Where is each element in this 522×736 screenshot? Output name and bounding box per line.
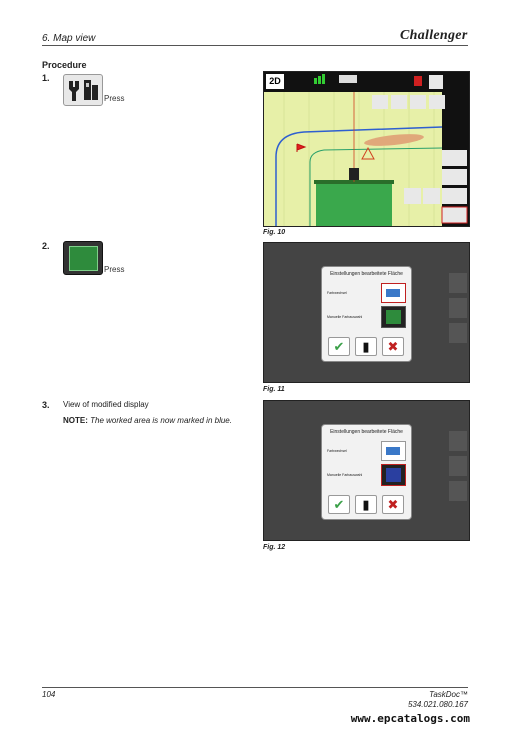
figure-caption-11: Fig. 11 [263,386,285,393]
cancel-button[interactable]: ✖ [382,495,404,514]
header-divider [42,45,468,46]
worked-area-color-button-icon [63,241,103,275]
color-swatch-button[interactable] [381,306,406,328]
dialog-title: Einstellungen bearbeitete Fläche [330,271,403,277]
worked-area-settings-dialog [321,266,412,362]
footer-divider [42,687,468,688]
website-watermark[interactable]: www.epcatalogs.com [350,712,470,725]
manual-color-label: Manuelle Farbauswahl [327,315,363,319]
note-text: The worked area is now marked in blue. [90,416,232,425]
cancel-button[interactable]: ✖ [382,337,404,356]
color-change-label: Farbwechsel [327,291,347,295]
brand-logo: Challenger [400,28,468,43]
settings-screen-blue [263,400,470,541]
color-change-toggle[interactable] [381,441,406,461]
procedure-heading: Procedure [42,60,87,70]
delete-button[interactable]: ▮ [355,495,377,514]
step-2-action: Press [104,265,125,274]
figure-caption-12: Fig. 12 [263,544,286,551]
note-label: NOTE: [63,416,88,425]
step-3-number: 3. [42,400,50,410]
view-mode-badge[interactable]: 2D [266,74,284,89]
product-name: TaskDoc™ [429,690,468,699]
color-change-toggle[interactable] [381,283,406,303]
figure-caption-10: Fig. 10 [263,229,286,236]
confirm-button[interactable]: ✔ [328,495,350,514]
step-3-text: View of modified display [63,400,149,409]
map-view-screen [263,71,470,227]
worked-area-settings-dialog [321,424,412,520]
dialog-title: Einstellungen bearbeitete Fläche [330,429,403,435]
confirm-button[interactable]: ✔ [328,337,350,356]
settings-screen-green [263,242,470,383]
step-3-note [63,415,238,426]
color-swatch-button[interactable] [381,464,406,486]
section-title: 6. Map view [42,33,96,44]
manual-color-label: Manuelle Farbauswahl [327,473,363,477]
document-number: 534.021.080.167 [407,700,468,709]
step-2-number: 2. [42,241,50,251]
color-change-label: Farbwechsel [327,449,347,453]
step-1-action: Press [104,94,125,103]
page-number: 104 [42,690,56,699]
step-1-number: 1. [42,73,50,83]
delete-button[interactable]: ▮ [355,337,377,356]
tools-settings-icon [63,74,103,106]
